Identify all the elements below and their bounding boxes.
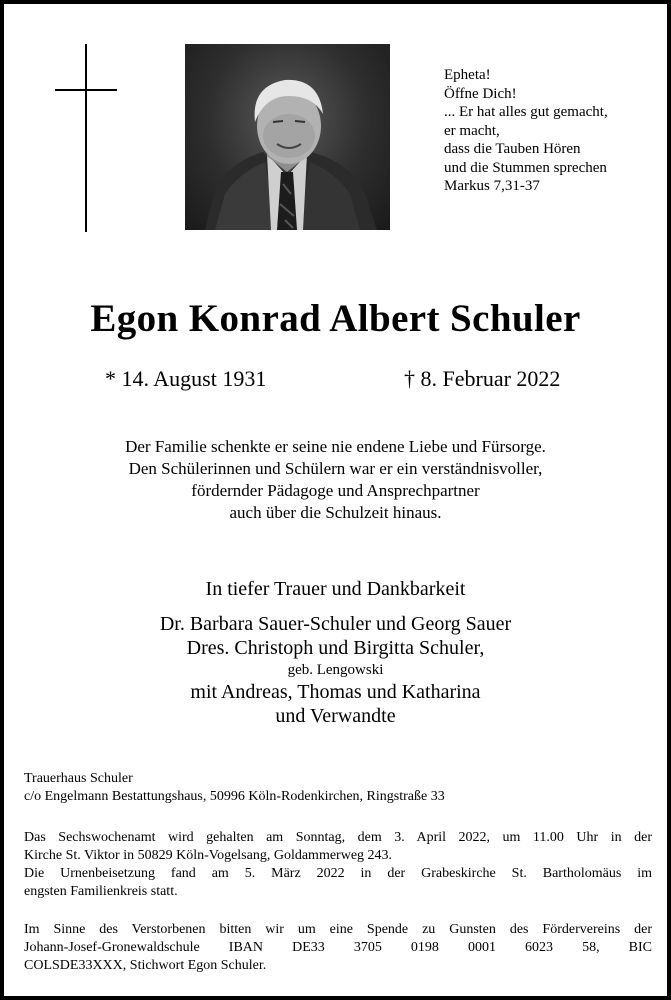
cross-icon-horizontal bbox=[55, 89, 117, 91]
verse-line: dass die Tauben Hören bbox=[444, 141, 581, 157]
tribute-line: Den Schülerinnen und Schülern war er ein verständnisvoller, bbox=[128, 459, 543, 478]
service-line: Das Sechswochenamt wird gehalten am Sonntag, dem 3. April 2022, um 11.00 Uhr in der bbox=[24, 830, 652, 845]
verse-line: und die Stummen sprechen bbox=[444, 159, 607, 176]
tribute-line: auch über die Schulzeit hinaus. bbox=[229, 503, 442, 522]
tribute-line: Der Familie schenkte er seine nie endene Liebe und Fürsorge. bbox=[125, 437, 546, 456]
cross-icon-vertical bbox=[85, 44, 87, 232]
donation-line: Im Sinne des Verstorbenen bitten wir um eine Spende zu Gunsten des Fördervereins der bbox=[24, 922, 652, 937]
service-line: engsten Familienkreis statt. bbox=[24, 884, 178, 899]
mourner-maiden-name: geb. Lengowski bbox=[287, 662, 384, 678]
tribute-line: fördernder Pädagoge und Ansprechpartner bbox=[191, 481, 480, 500]
service-line: Kirche St. Viktor in 50829 Köln-Vogelsang, Goldammerweg 243. bbox=[24, 848, 393, 863]
tribute-text bbox=[4, 436, 667, 524]
death-date: † 8. Februar 2022 bbox=[404, 366, 561, 391]
portrait-photo bbox=[185, 44, 390, 230]
verse-line: Öffne Dich! bbox=[444, 85, 517, 102]
house-address: c/o Engelmann Bestattungshaus, 50996 Köln-Rodenkirchen, Ringstraße 33 bbox=[24, 789, 445, 804]
mourner-line: Dr. Barbara Sauer-Schuler und Georg Sauer bbox=[159, 613, 512, 635]
donation-notice bbox=[24, 921, 652, 975]
mourner-line: und Verwandte bbox=[275, 705, 396, 727]
mourner-line: Dres. Christoph und Birgitta Schuler, bbox=[186, 637, 485, 659]
deceased-name: Egon Konrad Albert Schuler bbox=[90, 297, 581, 340]
service-notice bbox=[24, 829, 652, 901]
verse-reference: Markus 7,31-37 bbox=[444, 178, 540, 194]
birth-date: * 14. August 1931 bbox=[105, 366, 267, 391]
verse-line: ... Er hat alles gut gemacht, bbox=[444, 104, 608, 120]
house-title: Trauerhaus Schuler bbox=[24, 771, 133, 786]
mourning-house bbox=[24, 770, 445, 806]
mourner-line: mit Andreas, Thomas und Katharina bbox=[190, 681, 481, 703]
donation-line: Johann-Josef-Gronewaldschule IBAN DE33 3705 0198 0001 6023 58, BIC bbox=[24, 940, 652, 955]
mourners-list bbox=[4, 612, 667, 728]
verse-line: er macht, bbox=[444, 122, 500, 139]
verse-line: Epheta! bbox=[444, 67, 491, 83]
bible-verse bbox=[444, 66, 608, 196]
mourning-heading: In tiefer Trauer und Dankbarkeit bbox=[205, 578, 466, 600]
service-line: Die Urnenbeisetzung fand am 5. März 2022 in der Grabeskirche St. Bartholomäus im bbox=[24, 866, 652, 881]
donation-line: COLSDE33XXX, Stichwort Egon Schuler. bbox=[24, 958, 267, 973]
